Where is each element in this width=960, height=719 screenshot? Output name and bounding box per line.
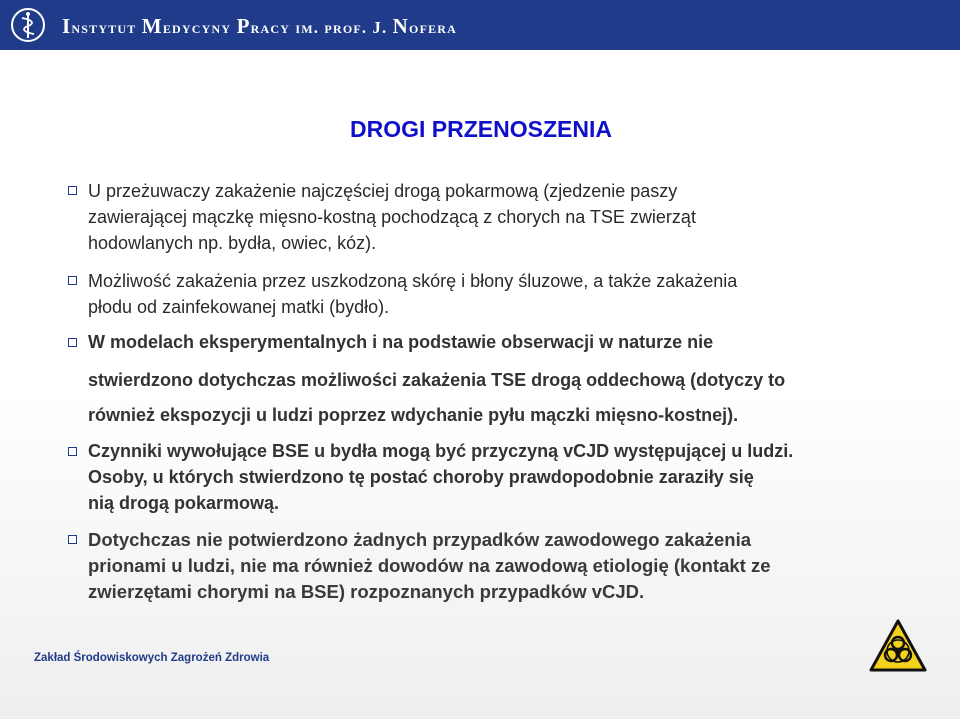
bullet-5-line-3: zwierzętami chorymi na BSE) rozpoznanych przypadków vCJD. <box>88 581 645 602</box>
bullet-3-line-3: również ekspozycji u ludzi poprzez wdychanie pyłu mączki mięsno-kostnej). <box>88 405 739 425</box>
bullet-5-line-2: prionami u ludzi, nie ma również dowodów na zawodową etiologię (kontakt ze <box>88 555 771 576</box>
slide-title: DROGI PRZENOSZENIA <box>350 116 612 142</box>
institute-name <box>62 14 457 39</box>
biohazard-warning-icon <box>868 618 928 674</box>
bullet-1-line-1: U przeżuwaczy zakażenie najczęściej drogą pokarmową (zjedzenie paszy <box>88 181 678 201</box>
institute-word-3: Pracy im. prof. J. <box>236 14 388 38</box>
bullet-3-line-1: W modelach eksperymentalnych i na podstawie obserwacji w naturze nie <box>88 332 714 352</box>
bullet-square-icon <box>68 276 77 285</box>
bullet-4-line-2: Osoby, u których stwierdzono tę postać choroby prawdopodobnie zaraziły się <box>88 467 754 487</box>
bullet-3-line-2: stwierdzono dotychczas możliwości zakażenia TSE drogą oddechową (dotyczy to <box>88 370 786 390</box>
institute-word-4: Nofera <box>392 14 458 38</box>
bullet-1-line-2: zawierającej mączkę mięsno-kostną pochodzącą z chorych na TSE zwierząt <box>88 207 696 227</box>
header-bar <box>0 0 960 50</box>
footer-department: Zakład Środowiskowych Zagrożeń Zdrowia <box>34 652 270 664</box>
institute-word-1: Instytut <box>62 14 137 38</box>
bullet-5-line-1: Dotychczas nie potwierdzono żadnych przypadków zawodowego zakażenia <box>88 529 752 550</box>
bullet-4-line-3: nią drogą pokarmową. <box>88 493 280 513</box>
bullet-2-line-1: Możliwość zakażenia przez uszkodzoną skórę i błony śluzowe, a także zakażenia <box>88 271 738 291</box>
bullet-square-icon <box>68 447 77 456</box>
bullet-square-icon <box>68 186 77 195</box>
bullet-2-line-2: płodu od zainfekowanej matki (bydło). <box>88 297 390 317</box>
institute-word-2: Medycyny <box>141 14 232 38</box>
caduceus-logo-icon <box>10 7 46 43</box>
bullet-square-icon <box>68 338 77 347</box>
bullet-4-line-1: Czynniki wywołujące BSE u bydła mogą być przyczyną vCJD występującej u ludzi. <box>88 441 794 461</box>
bullet-square-icon <box>68 535 77 544</box>
bullet-1-line-3: hodowlanych np. bydła, owiec, kóz). <box>88 233 377 253</box>
